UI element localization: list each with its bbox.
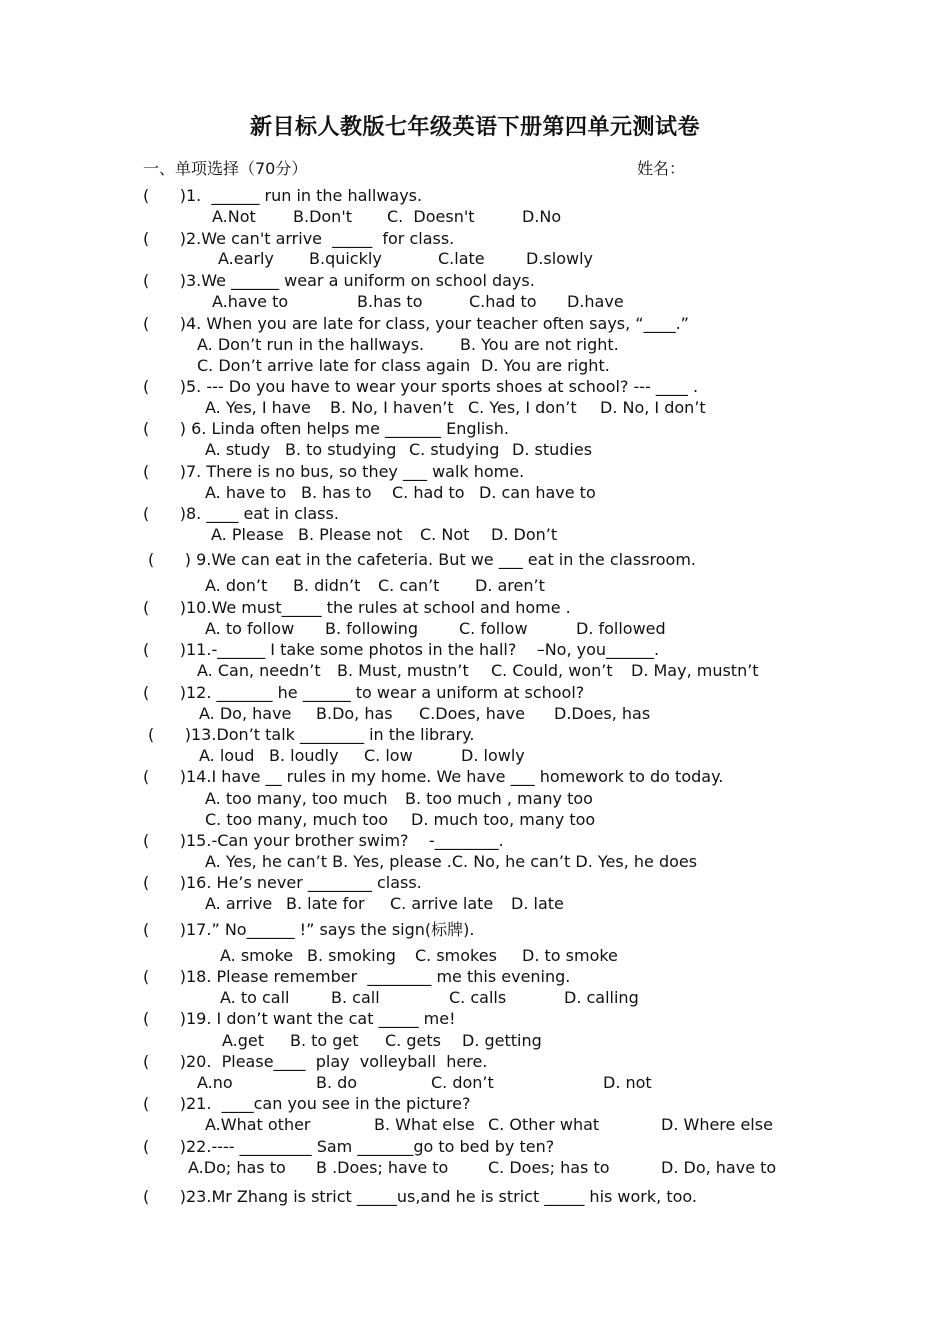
option: C. follow [459, 619, 528, 638]
option: A. to call [220, 988, 290, 1007]
option: C. too many, much too [205, 810, 389, 829]
option: A.have to [212, 292, 289, 311]
option: B. loudly [269, 746, 339, 765]
option: B. late for [286, 894, 365, 913]
option: B. What else [374, 1115, 475, 1134]
option: C. can’t [378, 576, 440, 595]
option: B. Please not [298, 525, 403, 544]
option: D. to smoke [522, 946, 618, 965]
question-stem: ( )8. ____ eat in class. [143, 504, 339, 523]
option: D. No, I don’t [600, 398, 706, 417]
option: D.Does, has [554, 704, 651, 723]
page-title: 新目标人教版七年级英语下册第四单元测试卷 [249, 115, 700, 140]
option: C. gets [385, 1031, 441, 1050]
option: D.slowly [526, 249, 593, 268]
option: D. calling [564, 988, 639, 1007]
option: B. Must, mustn’t [337, 661, 469, 680]
option: C. studying [409, 440, 500, 459]
option: B.quickly [309, 249, 382, 268]
question-stem: ( )2.We can't arrive _____ for class. [143, 229, 455, 248]
option: C.had to [469, 292, 537, 311]
question-stem: ( )19. I don’t want the cat _____ me! [143, 1009, 456, 1028]
option: A.early [218, 249, 274, 268]
option: A. study [205, 440, 271, 459]
option: A.Do; has to [188, 1158, 286, 1177]
option: D. Don’t [491, 525, 558, 544]
question-stem: ( )20. Please____ play volleyball here. [143, 1052, 488, 1071]
question-stem: ( )10.We must_____ the rules at school and home . [143, 598, 571, 617]
option: C. don’t [431, 1073, 494, 1092]
option: B.has to [357, 292, 423, 311]
question-stem: ( )7. There is no bus, so they ___ walk home. [143, 462, 525, 481]
option: D. can have to [479, 483, 596, 502]
question-stem: ( ) 6. Linda often helps me _______ English. [143, 419, 509, 438]
option: C. Does; has to [488, 1158, 610, 1177]
option: C. Yes, I don’t [468, 398, 577, 417]
option: C.Does, have [419, 704, 525, 723]
option: D. not [603, 1073, 652, 1092]
option: B. following [325, 619, 419, 638]
option: B. has to [301, 483, 372, 502]
option: D. May, mustn’t [631, 661, 759, 680]
question-stem: ( )16. He’s never ________ class. [143, 873, 422, 892]
question-stem: ( )17.” No______ !” says the sign(标牌). [143, 920, 475, 939]
option: A. have to [205, 483, 287, 502]
option: A. Can, needn’t [197, 661, 321, 680]
question-stem: ( )5. --- Do you have to wear your sports shoes at school? --- ____ . [143, 377, 699, 396]
option: A. Yes, I have [205, 398, 311, 417]
section-heading: 一、单项选择（70分） [143, 159, 308, 178]
option: B. do [316, 1073, 358, 1092]
option: D. Where else [661, 1115, 773, 1134]
option: A.Not [212, 207, 256, 226]
option: A. Don’t run in the hallways. [197, 335, 425, 354]
option: B. call [331, 988, 380, 1007]
option: D. You are right. [481, 356, 610, 375]
question-stem: ( )15.-Can your brother swim? -________. [143, 831, 504, 850]
option: C. low [364, 746, 413, 765]
option: B.Don't [293, 207, 352, 226]
option: B .Does; have to [316, 1158, 449, 1177]
question-stem: ( )3.We ______ wear a uniform on school days. [143, 271, 535, 290]
option: C. calls [449, 988, 507, 1007]
option: C.late [438, 249, 485, 268]
option: A.get [222, 1031, 265, 1050]
question-stem: ( )18. Please remember ________ me this evening. [143, 967, 571, 986]
option: A. too many, too much [205, 789, 388, 808]
option: B. to studying [285, 440, 397, 459]
option: A. Please [211, 525, 284, 544]
option: C. had to [392, 483, 465, 502]
question-stem: ( ) 9.We can eat in the cafeteria. But we ___ eat in the classroom. [148, 550, 697, 569]
option: D. late [511, 894, 564, 913]
option: A. Do, have [199, 704, 292, 723]
option: D.have [567, 292, 624, 311]
name-label: 姓名： [637, 159, 686, 178]
option: D. aren’t [475, 576, 545, 595]
option: A. don’t [205, 576, 268, 595]
option: D. much too, many too [411, 810, 596, 829]
question-stem: ( )21. ____can you see in the picture? [143, 1094, 471, 1113]
option: C. arrive late [390, 894, 494, 913]
option: B. No, I haven’t [330, 398, 454, 417]
option: B. too much , many too [405, 789, 593, 808]
option: C. Don’t arrive late for class again [197, 356, 471, 375]
option: A.no [197, 1073, 233, 1092]
option: C. Other what [488, 1115, 600, 1134]
option: C. Not [420, 525, 470, 544]
option: A. Yes, he can’t B. Yes, please .C. No, he can’t D. Yes, he does [205, 852, 698, 871]
option: A.What other [205, 1115, 311, 1134]
option: D. Do, have to [661, 1158, 777, 1177]
question-stem: ( )12. _______ he ______ to wear a uniform at school? [143, 683, 585, 702]
option: D. studies [512, 440, 593, 459]
question-stem: ( )4. When you are late for class, your teacher often says, “____.” [143, 314, 689, 333]
question-stem: ( )11.-______ I take some photos in the hall? –No, you______. [143, 640, 660, 659]
option: A. to follow [205, 619, 295, 638]
option: B. You are not right. [460, 335, 619, 354]
option: A. arrive [205, 894, 273, 913]
option: C. Could, won’t [491, 661, 613, 680]
option: B.Do, has [316, 704, 393, 723]
option: B. to get [290, 1031, 359, 1050]
option: C. Doesn't [387, 207, 475, 226]
option: D.No [522, 207, 562, 226]
option: C. smokes [415, 946, 497, 965]
question-stem: ( )13.Don’t talk ________ in the library. [148, 725, 475, 744]
question-stem: ( )14.I have __ rules in my home. We have ___ homework to do today. [143, 767, 724, 786]
option: D. lowly [461, 746, 525, 765]
option: B. didn’t [293, 576, 361, 595]
question-stem: ( )1. ______ run in the hallways. [143, 186, 423, 205]
question-stem: ( )22.---- _________ Sam _______go to bed by ten? [143, 1137, 555, 1156]
option: A. loud [199, 746, 255, 765]
option: B. smoking [307, 946, 396, 965]
option: A. smoke [220, 946, 294, 965]
question-stem: ( )23.Mr Zhang is strict _____us,and he is strict _____ his work, too. [143, 1187, 697, 1206]
option: D. getting [462, 1031, 542, 1050]
option: D. followed [576, 619, 666, 638]
